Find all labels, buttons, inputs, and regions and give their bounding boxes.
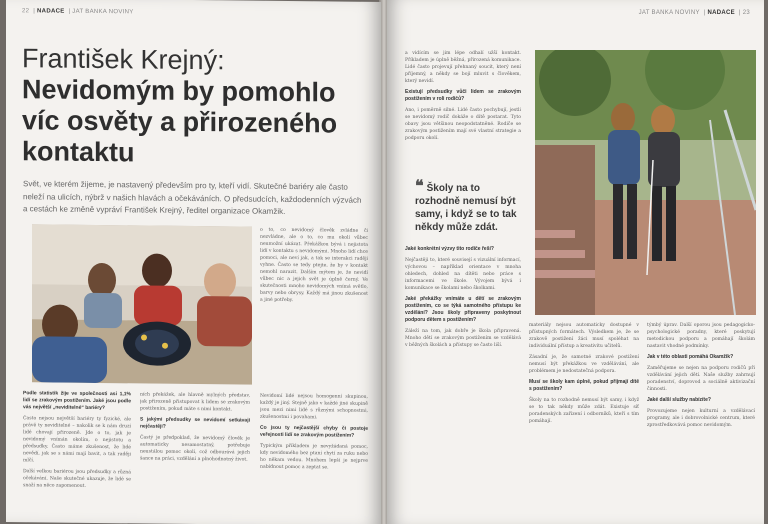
- article-title: Nevidomým by pomohlo víc osvěty a přirozeného kontaktu: [22, 74, 338, 168]
- right-page-header: JAT BANKA NOVINY | NADACE | 23: [638, 10, 750, 16]
- paragraph: týmbý úprav. Další oporou jsou pedagogicko-psychologické poradny, které poskytují metodickou podporu a pomáhají školám nastavit vhodné podmínky.: [647, 323, 755, 349]
- interview-question: Jak v této oblasti pomáhá Okamžik?: [647, 354, 734, 360]
- section-name: NADACE: [707, 10, 735, 16]
- interview-question: Existují předsudky vůči lidem se zrakovým postižením v roli rodičů?: [405, 89, 521, 102]
- paragraph: Záleží na tom, jak dobře je škola připravená. Mnoho dětí se zrakovým postižením se vzdělává v běžných školách a přístupy se často liší.: [405, 329, 521, 348]
- right-page: [387, 0, 764, 524]
- column-1-bottom: [405, 246, 521, 518]
- column-3: [647, 322, 755, 518]
- interview-question: Musí se školy kam úplně, pokud přijmají dítě s postižením?: [529, 379, 639, 392]
- paragraph: Další velkou bariérou jsou předsudky a různá očekávání. Naše skutečné ukazuje, že lidé se snaží na něco zapomenout.: [23, 469, 131, 489]
- interview-question: Co jsou ty nejčastější chyby či postoje veřejnosti lidí se zrakovým postižením?: [260, 424, 368, 439]
- paragraph: Ano, i poměrně silné. Lidé často pochybují, jestli se nevidomý rodič dokáže o dítě postarat. Tyto obavy jsou většinou neopodstatněné. Rodiče se zrakovým postižením mají své vlastní strategie a podporu okolí.: [405, 108, 521, 141]
- section-name: NADACE: [37, 8, 65, 15]
- interview-question: Jaké konkrétní výzvy tito rodiče řeší?: [405, 246, 494, 252]
- magazine-name: JAT BANKA NOVINY: [638, 10, 700, 16]
- page-number: 22: [22, 8, 30, 15]
- article-lead: Svět, ve kterém žijeme, je nastavený především pro ty, kteří vidí. Skutečné bariéry ale často neleží na ulicích, nýbrž v našich hlavách a očekáváních. O předsudcích, každodenních výzvách a cestách ke změně vypráví František Krejný, ředitel organizace Okamžik.: [23, 179, 362, 216]
- left-page-header: 22 | NADACE | JAT BANKA NOVINY: [22, 8, 134, 16]
- paragraph: Školy na to rozhodně nemusí být samy, i když se to tak někdy může zdát. Existuje síť poradenských zařízení i odborníků, kteří s tím pomáhají.: [529, 398, 639, 424]
- interview-question: Jaké další služby nabízíte?: [647, 397, 711, 403]
- paragraph: o to, co nevidomý člověk zvládne či nezvládne, ale o to, co mu okolí vůbec neumožní ukázat. Překážkou bývá i nejistota lidí v kontaktu s nevidomými. Mnoho lidí chce pomoci, ale neví jak, a tak se interakci raději vyhne. Často se tedy ptejte, že by v kontakt nemohl narazit. Dalším mýtem je, že nevidí vůbec nic a jejich svět je úplně černý. Ve skutečnosti mnoho nevidomých vnímá světlo, barvy nebo obrysy. Každý má jinou zkušenost a jiné potřeby.: [260, 227, 368, 304]
- left-page: [6, 0, 381, 524]
- paragraph: Nejčastěji to, které souvisejí s vizuální informací, výchovou – například orientace v mnoha ohledech, dohled na dítěti nebo práce s informacemi ve škole. Vývojem bývá i komunikace se školami nebo školkami.: [405, 258, 521, 291]
- paragraph: materiály nejsou automaticky dostupné v přístupných formátech. Výsledkem je, že se zrakově postižení žáci musí spoléhat na individuální přístup a kreativitu učitelů.: [529, 323, 639, 349]
- paragraph: Nevidomí lidé nejsou homogenní skupinou, každý je jiný. Stejně jako v každé jiné skupině jsou mezi nimi lidé s různými schopnostmi, zkušenostmi i povahami.: [260, 393, 368, 421]
- paragraph: a vidícím se jim lépe odhalí užší kontakt. Příkladem je úplně běžná, přirozená komunikace. Lidé často projevují přehnaný soucit, který není příjemný, a někdy se bojí mluvit s člověkem, který nevidí.: [405, 51, 521, 84]
- column-2: [529, 322, 639, 518]
- magazine-name: JAT BANKA NOVINY: [72, 8, 134, 16]
- interview-question: S jakými předsudky se nevidomí setkávají nejčastěji?: [140, 416, 250, 430]
- column-middle-bottom: [140, 391, 250, 520]
- paragraph: Provozujeme nejen kulturní a vzdělávací programy, ale i dobrovolnické centrum, které zprostředkovává pomoc nevidomým.: [647, 409, 755, 428]
- column-right-bottom: [260, 393, 368, 522]
- photo-two-women-illustration: [535, 50, 756, 315]
- photo-two-women-walking: [535, 50, 756, 315]
- column-1-top: [405, 50, 521, 170]
- paragraph: Zásadní je, že samotné zrakové postižení nemusí být překážkou ve vzdělávání, ale problémem je nedostatečná podpora.: [529, 355, 639, 374]
- page-number: 23: [742, 10, 750, 16]
- paragraph: Typickým příkladem je nevyžádaná pomoc, kdy nevidomého bez ptaní chytí za ruku nebo ho někam vedou. Mnohem lepší je nejprve nabídnout pomoc a zeptat se.: [260, 443, 368, 471]
- paragraph: Často nejsou největší bariéry ty fyzické, ale právě ty neviditelné – nakolik se k nám druzí lidé chovají přirozeně. Jde o to, jak je nevidomý vnímán okolím, o nejistotu a předsudky. Často máme zkušenost, že lidé nevědí, jak se s námi mají bavit, a tak raději mlčí.: [23, 416, 131, 464]
- paragraph: Častý je předpoklad, že nevidomý člověk je automaticky nesamostatný, potřebuje neustálou pomoc okolí, což odbourává jejich šance na práci, vzdělání a plnohodnotný život.: [140, 435, 250, 463]
- article-title-name: František Krejný:: [22, 43, 225, 76]
- column-left-bottom: [23, 390, 131, 519]
- interview-question: Podle statistik žije ve společnosti asi 1,1% lidí se zrakovým postižením. Jaké jsou podle vás největší „neviditelné“ bariéry?: [23, 390, 131, 412]
- quote-mark-icon: ❝: [415, 178, 424, 195]
- paragraph: ních překážek, ale hlavně mylných představ, jak přirozeně přistupovat k lidem se zrakovým postižením, pokud máte s nimi kontakt.: [140, 392, 250, 413]
- paragraph: Zaměřujeme se nejen na podporu rodičů při vzdělávání jejich dětí. Naše služby zahrnují poradenství, doprovod a sociálně aktivizační činnosti.: [647, 366, 755, 392]
- pull-quote-text: Školy na to rozhodně nemusí být samy, i když se to tak někdy může zdát.: [415, 183, 517, 233]
- photo-board-game: [32, 224, 252, 384]
- pull-quote: [415, 180, 525, 234]
- photo-board-game-illustration: [32, 224, 252, 384]
- interview-question: Jaké překážky vnímáte u dětí se zrakovým postižením, co se týká samotného přístupu ke vzdělání? Jsou školy připraveny poskytnout podporu dětem s postižením?: [405, 296, 521, 323]
- column-middle-top: [260, 227, 368, 388]
